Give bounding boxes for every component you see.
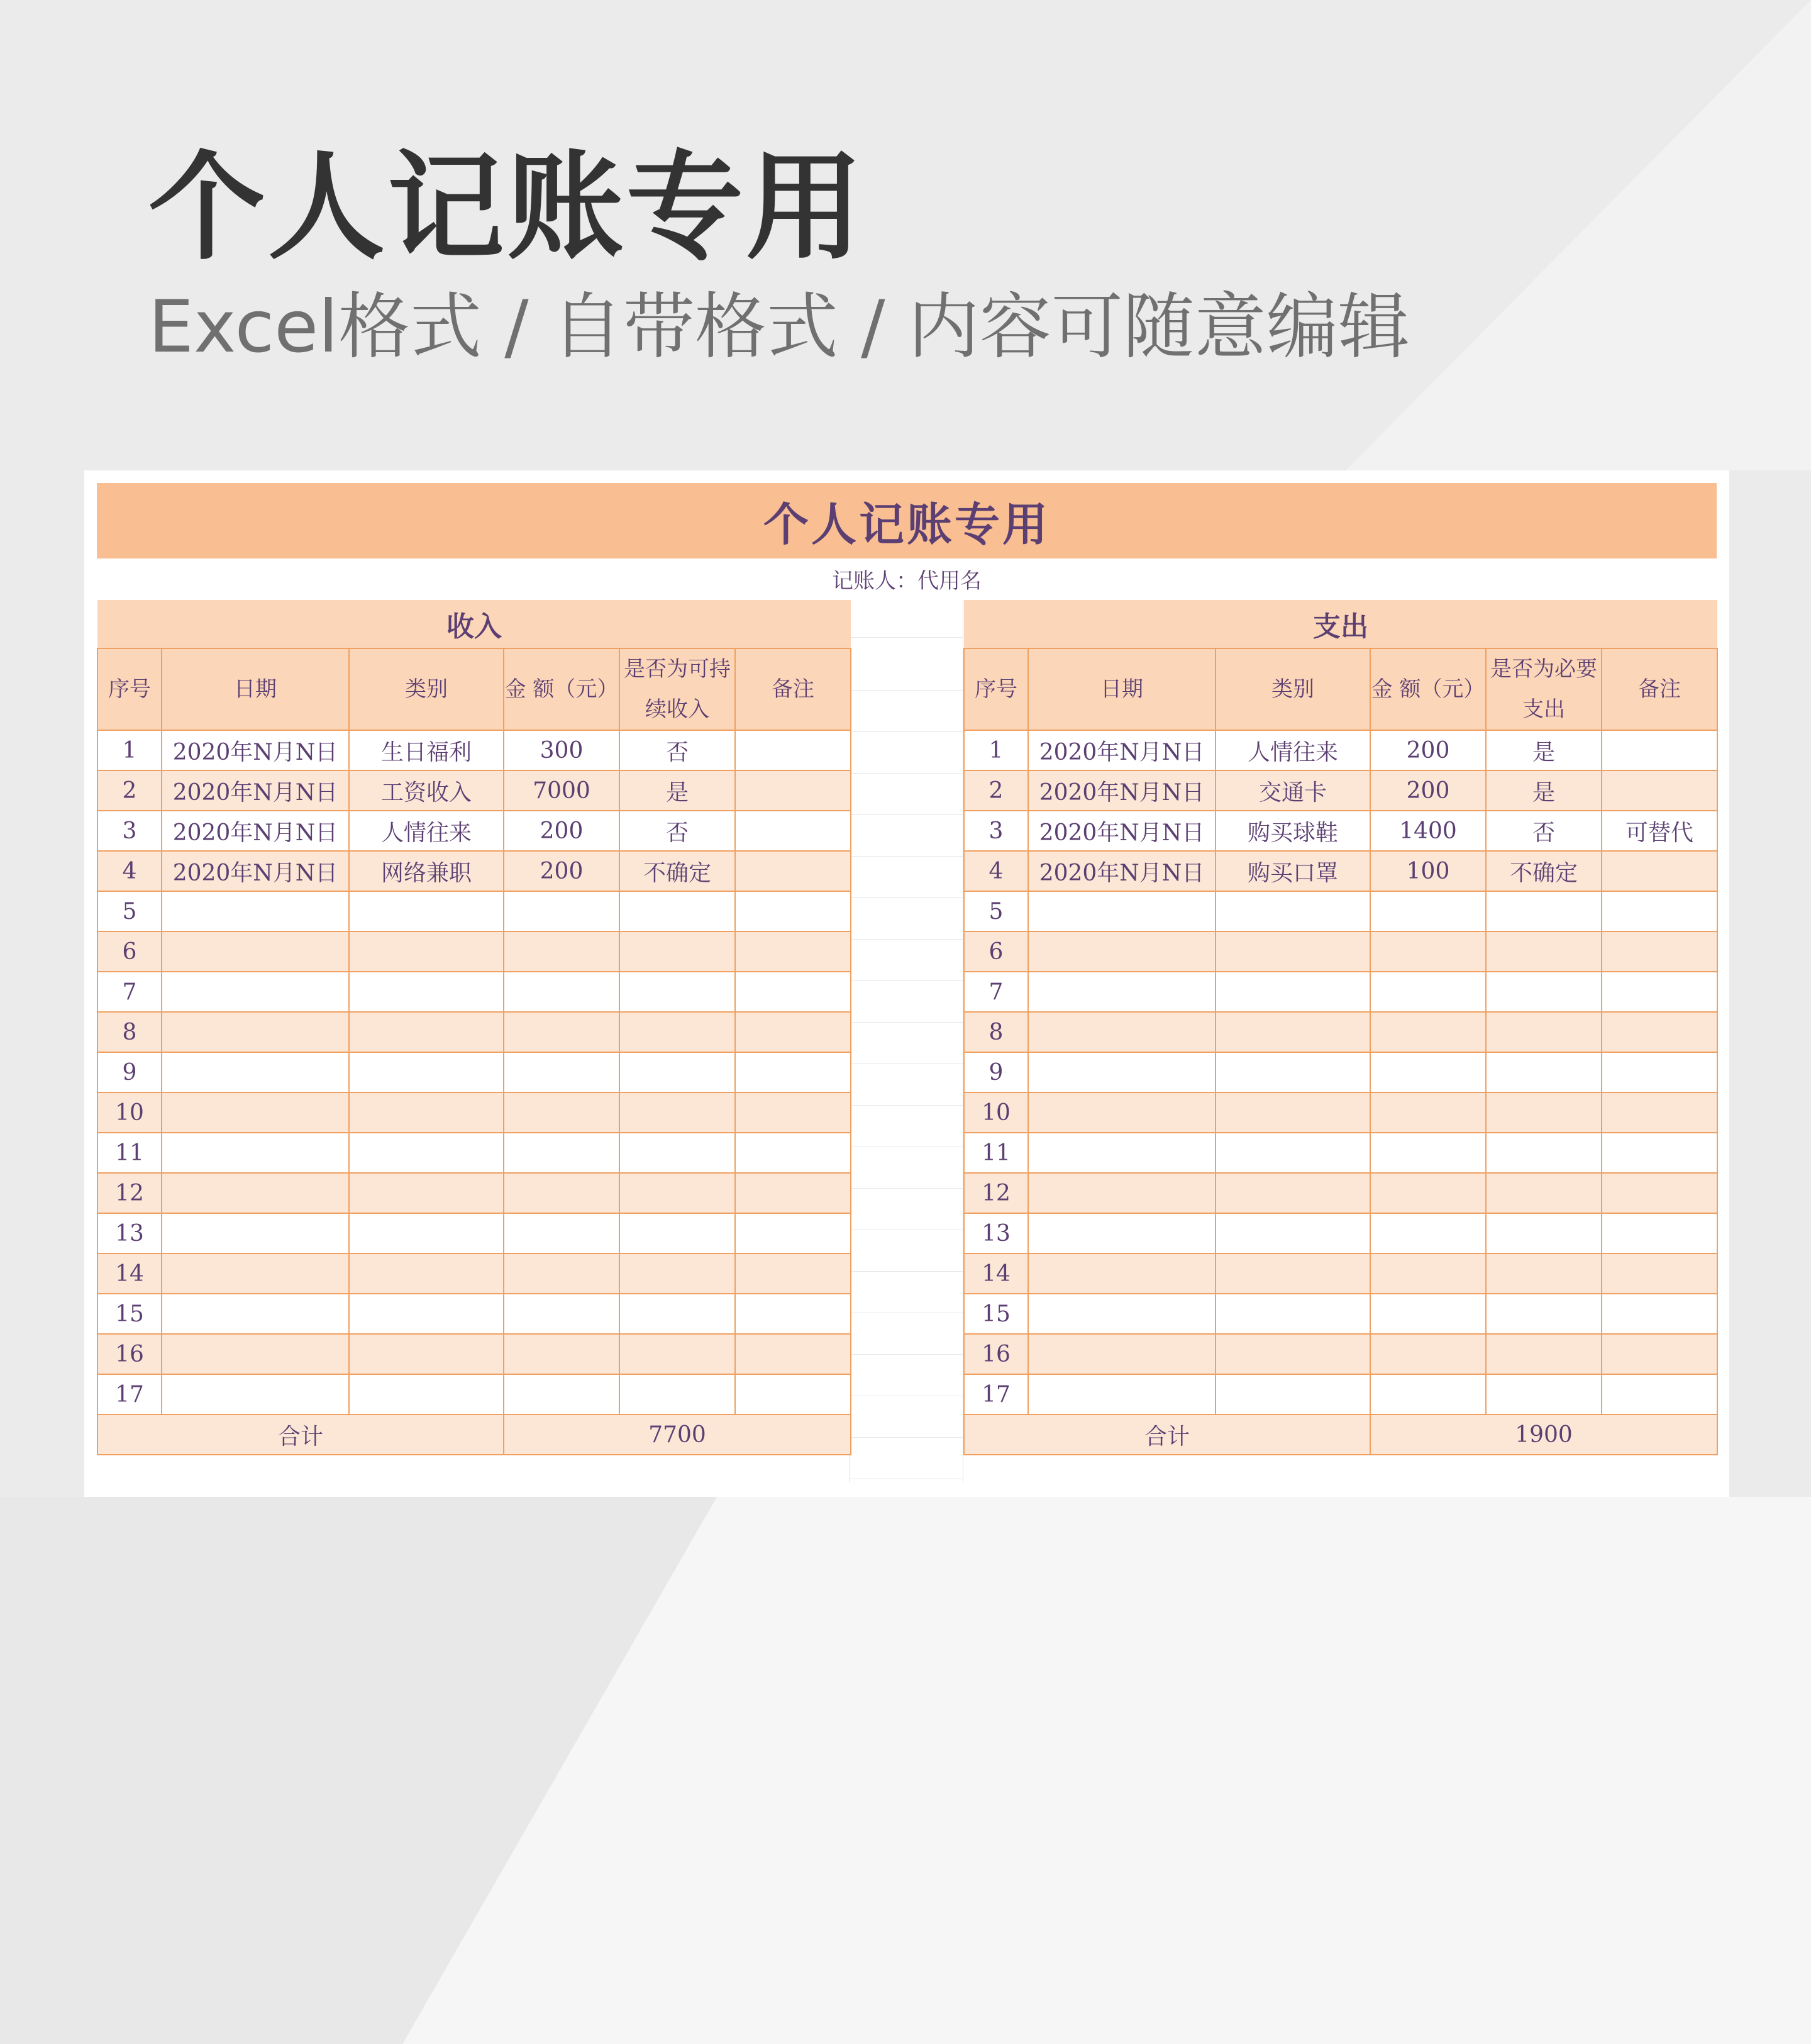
expense-cell-amount[interactable] bbox=[1370, 1294, 1486, 1334]
expense-col-amount: 金 额（元） bbox=[1370, 648, 1486, 730]
expense-cell-flag[interactable]: 是 bbox=[1486, 730, 1602, 770]
expense-cell-no[interactable]: 5 bbox=[964, 891, 1028, 931]
income-cell-date[interactable]: 2020年N月N日 bbox=[162, 770, 349, 811]
income-table-row bbox=[97, 1294, 851, 1334]
expense-total-label[interactable]: 合计 bbox=[964, 1414, 1370, 1455]
income-table-row bbox=[97, 972, 851, 1012]
income-cell-amount[interactable] bbox=[504, 1294, 619, 1334]
expense-table-row bbox=[964, 891, 1717, 931]
income-cell-note[interactable] bbox=[735, 851, 851, 891]
income-cell-note[interactable] bbox=[735, 1052, 851, 1092]
income-cell-amount[interactable]: 200 bbox=[504, 851, 619, 891]
expense-cell-amount[interactable]: 1400 bbox=[1370, 811, 1486, 851]
expense-cell-category[interactable] bbox=[1216, 1133, 1370, 1173]
income-cell-amount[interactable] bbox=[504, 931, 619, 972]
income-cell-category[interactable] bbox=[349, 1253, 504, 1294]
expense-cell-flag[interactable] bbox=[1486, 1092, 1602, 1133]
expense-col-necessary: 是否为必要支出 bbox=[1486, 648, 1602, 730]
income-total-row bbox=[97, 1414, 851, 1455]
income-cell-flag[interactable] bbox=[619, 1334, 735, 1374]
expense-cell-category[interactable]: 购买球鞋 bbox=[1216, 811, 1370, 851]
income-cell-flag[interactable] bbox=[619, 1092, 735, 1133]
income-cell-date[interactable] bbox=[162, 1173, 349, 1213]
income-cell-category[interactable] bbox=[349, 1052, 504, 1092]
income-cell-no[interactable]: 9 bbox=[97, 1052, 162, 1092]
expense-cell-note[interactable] bbox=[1602, 972, 1717, 1012]
income-cell-category[interactable]: 网络兼职 bbox=[349, 851, 504, 891]
expense-cell-date[interactable] bbox=[1028, 1334, 1216, 1374]
income-cell-note[interactable] bbox=[735, 1133, 851, 1173]
income-cell-amount[interactable] bbox=[504, 1012, 619, 1052]
income-cell-category[interactable] bbox=[349, 1012, 504, 1052]
income-cell-date[interactable] bbox=[162, 931, 349, 972]
expense-section-title: 支出 bbox=[964, 600, 1717, 648]
expense-cell-note[interactable] bbox=[1602, 1012, 1717, 1052]
income-cell-amount[interactable] bbox=[504, 1213, 619, 1253]
income-cell-note[interactable] bbox=[735, 770, 851, 811]
expense-cell-category[interactable] bbox=[1216, 972, 1370, 1012]
income-cell-amount[interactable] bbox=[504, 1374, 619, 1414]
expense-cell-flag[interactable] bbox=[1486, 1133, 1602, 1173]
expense-cell-note[interactable] bbox=[1602, 931, 1717, 972]
income-cell-no[interactable]: 3 bbox=[97, 811, 162, 851]
expense-cell-note[interactable] bbox=[1602, 851, 1717, 891]
income-cell-amount[interactable] bbox=[504, 1052, 619, 1092]
income-cell-no[interactable]: 11 bbox=[97, 1133, 162, 1173]
spacer-column bbox=[849, 600, 963, 1483]
expense-cell-category[interactable]: 购买口罩 bbox=[1216, 851, 1370, 891]
expense-cell-date[interactable]: 2020年N月N日 bbox=[1028, 770, 1216, 811]
income-cell-date[interactable] bbox=[162, 1374, 349, 1414]
bookkeeper-line: 记账人：代用名 bbox=[832, 568, 982, 594]
income-cell-note[interactable] bbox=[735, 1213, 851, 1253]
income-cell-note[interactable] bbox=[735, 730, 851, 770]
expense-cell-no[interactable]: 12 bbox=[964, 1173, 1028, 1213]
expense-cell-no[interactable]: 14 bbox=[964, 1253, 1028, 1294]
income-cell-amount[interactable]: 200 bbox=[504, 811, 619, 851]
expense-cell-category[interactable] bbox=[1216, 1173, 1370, 1213]
expense-cell-no[interactable]: 1 bbox=[964, 730, 1028, 770]
expense-cell-flag[interactable] bbox=[1486, 1374, 1602, 1414]
income-cell-no[interactable]: 1 bbox=[97, 730, 162, 770]
income-col-sustainable: 是否为可持续收入 bbox=[619, 648, 735, 730]
expense-cell-category[interactable] bbox=[1216, 1092, 1370, 1133]
income-table-row bbox=[97, 1253, 851, 1294]
expense-table-row bbox=[964, 1133, 1717, 1173]
expense-cell-amount[interactable] bbox=[1370, 1012, 1486, 1052]
expense-cell-amount[interactable] bbox=[1370, 1173, 1486, 1213]
income-cell-flag[interactable] bbox=[619, 972, 735, 1012]
income-cell-date[interactable] bbox=[162, 1294, 349, 1334]
income-cell-amount[interactable]: 300 bbox=[504, 730, 619, 770]
expense-cell-note[interactable] bbox=[1602, 1052, 1717, 1092]
expense-cell-note[interactable] bbox=[1602, 1334, 1717, 1374]
expense-cell-flag[interactable] bbox=[1486, 1173, 1602, 1213]
income-cell-no[interactable]: 2 bbox=[97, 770, 162, 811]
income-cell-no[interactable]: 12 bbox=[97, 1173, 162, 1213]
expense-cell-no[interactable]: 7 bbox=[964, 972, 1028, 1012]
income-cell-flag[interactable] bbox=[619, 891, 735, 931]
expense-cell-flag[interactable] bbox=[1486, 972, 1602, 1012]
income-cell-amount[interactable] bbox=[504, 1253, 619, 1294]
income-cell-note[interactable] bbox=[735, 1374, 851, 1414]
income-cell-category[interactable]: 生日福利 bbox=[349, 730, 504, 770]
expense-cell-date[interactable] bbox=[1028, 1092, 1216, 1133]
income-cell-date[interactable]: 2020年N月N日 bbox=[162, 811, 349, 851]
expense-cell-note[interactable] bbox=[1602, 770, 1717, 811]
expense-table-row bbox=[964, 1374, 1717, 1414]
income-cell-note[interactable] bbox=[735, 1253, 851, 1294]
expense-cell-note[interactable] bbox=[1602, 891, 1717, 931]
expense-cell-category[interactable] bbox=[1216, 931, 1370, 972]
expense-table-row bbox=[964, 811, 1717, 851]
income-cell-category[interactable] bbox=[349, 1173, 504, 1213]
income-cell-amount[interactable] bbox=[504, 1092, 619, 1133]
income-cell-flag[interactable] bbox=[619, 1012, 735, 1052]
expense-cell-flag[interactable] bbox=[1486, 1213, 1602, 1253]
expense-table-row bbox=[964, 730, 1717, 770]
hero-title: 个人记账专用 bbox=[148, 139, 866, 275]
expense-cell-date[interactable] bbox=[1028, 1253, 1216, 1294]
income-cell-date[interactable]: 2020年N月N日 bbox=[162, 730, 349, 770]
expense-cell-amount[interactable] bbox=[1370, 1133, 1486, 1173]
income-col-date: 日期 bbox=[162, 648, 349, 730]
expense-cell-amount[interactable] bbox=[1370, 1334, 1486, 1374]
income-cell-date[interactable] bbox=[162, 1253, 349, 1294]
expense-cell-flag[interactable] bbox=[1486, 891, 1602, 931]
expense-cell-amount[interactable] bbox=[1370, 1374, 1486, 1414]
expense-cell-date[interactable] bbox=[1028, 972, 1216, 1012]
expense-cell-amount[interactable]: 200 bbox=[1370, 730, 1486, 770]
expense-cell-date[interactable]: 2020年N月N日 bbox=[1028, 811, 1216, 851]
expense-col-no: 序号 bbox=[964, 648, 1028, 730]
expense-cell-amount[interactable]: 100 bbox=[1370, 851, 1486, 891]
income-cell-flag[interactable]: 否 bbox=[619, 730, 735, 770]
expense-table-row bbox=[964, 1213, 1717, 1253]
expense-cell-date[interactable] bbox=[1028, 1012, 1216, 1052]
income-cell-category[interactable]: 工资收入 bbox=[349, 770, 504, 811]
income-cell-flag[interactable]: 不确定 bbox=[619, 851, 735, 891]
expense-cell-category[interactable]: 人情往来 bbox=[1216, 730, 1370, 770]
expense-cell-no[interactable]: 11 bbox=[964, 1133, 1028, 1173]
income-cell-no[interactable]: 17 bbox=[97, 1374, 162, 1414]
income-cell-date[interactable] bbox=[162, 1052, 349, 1092]
expense-cell-amount[interactable]: 200 bbox=[1370, 770, 1486, 811]
income-cell-category[interactable]: 人情往来 bbox=[349, 811, 504, 851]
expense-cell-note[interactable]: 可替代 bbox=[1602, 811, 1717, 851]
expense-header-row bbox=[964, 648, 1717, 730]
income-table-row bbox=[97, 1213, 851, 1253]
expense-cell-no[interactable]: 2 bbox=[964, 770, 1028, 811]
expense-table-row bbox=[964, 770, 1717, 811]
expense-table-row bbox=[964, 1253, 1717, 1294]
income-table-row bbox=[97, 811, 851, 851]
expense-cell-note[interactable] bbox=[1602, 1294, 1717, 1334]
income-cell-note[interactable] bbox=[735, 891, 851, 931]
income-cell-category[interactable] bbox=[349, 1133, 504, 1173]
expense-cell-date[interactable] bbox=[1028, 1133, 1216, 1173]
expense-cell-date[interactable]: 2020年N月N日 bbox=[1028, 851, 1216, 891]
income-cell-category[interactable] bbox=[349, 1294, 504, 1334]
expense-cell-note[interactable] bbox=[1602, 1133, 1717, 1173]
income-cell-no[interactable]: 14 bbox=[97, 1253, 162, 1294]
expense-cell-no[interactable]: 17 bbox=[964, 1374, 1028, 1414]
income-cell-no[interactable]: 16 bbox=[97, 1334, 162, 1374]
income-table-row bbox=[97, 1052, 851, 1092]
income-cell-amount[interactable] bbox=[504, 1133, 619, 1173]
income-cell-date[interactable] bbox=[162, 972, 349, 1012]
income-cell-flag[interactable] bbox=[619, 931, 735, 972]
income-cell-amount[interactable] bbox=[504, 972, 619, 1012]
expense-cell-date[interactable]: 2020年N月N日 bbox=[1028, 730, 1216, 770]
expense-cell-flag[interactable]: 否 bbox=[1486, 811, 1602, 851]
income-cell-flag[interactable]: 是 bbox=[619, 770, 735, 811]
expense-cell-date[interactable] bbox=[1028, 1173, 1216, 1213]
income-cell-note[interactable] bbox=[735, 811, 851, 851]
income-cell-category[interactable] bbox=[349, 1374, 504, 1414]
income-cell-date[interactable] bbox=[162, 1213, 349, 1253]
expense-cell-no[interactable]: 8 bbox=[964, 1012, 1028, 1052]
income-cell-category[interactable] bbox=[349, 931, 504, 972]
income-cell-note[interactable] bbox=[735, 1173, 851, 1213]
income-cell-date[interactable]: 2020年N月N日 bbox=[162, 851, 349, 891]
expense-cell-amount[interactable] bbox=[1370, 931, 1486, 972]
expense-table-row bbox=[964, 931, 1717, 972]
expense-cell-no[interactable]: 15 bbox=[964, 1294, 1028, 1334]
expense-cell-flag[interactable]: 是 bbox=[1486, 770, 1602, 811]
income-cell-note[interactable] bbox=[735, 1294, 851, 1334]
income-table-row bbox=[97, 891, 851, 931]
income-table-row bbox=[97, 1092, 851, 1133]
expense-cell-flag[interactable]: 不确定 bbox=[1486, 851, 1602, 891]
income-cell-flag[interactable] bbox=[619, 1052, 735, 1092]
expense-cell-flag[interactable] bbox=[1486, 1294, 1602, 1334]
income-cell-no[interactable]: 13 bbox=[97, 1213, 162, 1253]
expense-table-row bbox=[964, 1052, 1717, 1092]
income-table-row bbox=[97, 730, 851, 770]
income-cell-no[interactable]: 4 bbox=[97, 851, 162, 891]
income-cell-flag[interactable] bbox=[619, 1294, 735, 1334]
expense-cell-date[interactable] bbox=[1028, 1294, 1216, 1334]
income-col-no: 序号 bbox=[97, 648, 162, 730]
income-cell-no[interactable]: 15 bbox=[97, 1294, 162, 1334]
income-cell-flag[interactable] bbox=[619, 1253, 735, 1294]
expense-cell-amount[interactable] bbox=[1370, 891, 1486, 931]
expense-cell-note[interactable] bbox=[1602, 1092, 1717, 1133]
expense-cell-amount[interactable] bbox=[1370, 972, 1486, 1012]
expense-cell-category[interactable] bbox=[1216, 1052, 1370, 1092]
expense-cell-category[interactable] bbox=[1216, 1294, 1370, 1334]
sheet-title: 个人记账专用 bbox=[763, 497, 1050, 551]
income-cell-amount[interactable] bbox=[504, 1334, 619, 1374]
expense-table-row bbox=[964, 1334, 1717, 1374]
expense-cell-note[interactable] bbox=[1602, 1173, 1717, 1213]
income-table bbox=[97, 600, 851, 1455]
income-cell-flag[interactable] bbox=[619, 1173, 735, 1213]
income-cell-note[interactable] bbox=[735, 1092, 851, 1133]
expense-cell-category[interactable] bbox=[1216, 1334, 1370, 1374]
income-cell-note[interactable] bbox=[735, 1334, 851, 1374]
income-cell-note[interactable] bbox=[735, 972, 851, 1012]
income-cell-amount[interactable] bbox=[504, 891, 619, 931]
expense-cell-flag[interactable] bbox=[1486, 1012, 1602, 1052]
income-cell-category[interactable] bbox=[349, 891, 504, 931]
expense-table-row bbox=[964, 972, 1717, 1012]
income-cell-no[interactable]: 8 bbox=[97, 1012, 162, 1052]
income-table-row bbox=[97, 1173, 851, 1213]
expense-table-row bbox=[964, 1092, 1717, 1133]
expense-cell-no[interactable]: 4 bbox=[964, 851, 1028, 891]
income-cell-no[interactable]: 6 bbox=[97, 931, 162, 972]
expense-total-value[interactable]: 1900 bbox=[1370, 1414, 1717, 1455]
income-cell-date[interactable] bbox=[162, 1133, 349, 1173]
income-total-label[interactable]: 合计 bbox=[97, 1414, 504, 1455]
income-cell-category[interactable] bbox=[349, 1092, 504, 1133]
income-cell-date[interactable] bbox=[162, 1012, 349, 1052]
income-cell-flag[interactable] bbox=[619, 1213, 735, 1253]
income-cell-amount[interactable]: 7000 bbox=[504, 770, 619, 811]
expense-cell-note[interactable] bbox=[1602, 1253, 1717, 1294]
sheet-title-band bbox=[97, 483, 1717, 558]
income-col-amount: 金 额（元） bbox=[504, 648, 619, 730]
expense-cell-no[interactable]: 3 bbox=[964, 811, 1028, 851]
expense-rows bbox=[964, 730, 1717, 1414]
income-section-title: 收入 bbox=[97, 600, 851, 648]
spreadsheet-preview bbox=[84, 470, 1729, 1497]
income-header-row bbox=[97, 648, 851, 730]
income-cell-date[interactable] bbox=[162, 891, 349, 931]
expense-cell-amount[interactable] bbox=[1370, 1213, 1486, 1253]
expense-table bbox=[963, 600, 1718, 1455]
income-cell-flag[interactable] bbox=[619, 1374, 735, 1414]
expense-cell-flag[interactable] bbox=[1486, 931, 1602, 972]
expense-cell-category[interactable] bbox=[1216, 1213, 1370, 1253]
expense-col-date: 日期 bbox=[1028, 648, 1216, 730]
expense-cell-note[interactable] bbox=[1602, 1213, 1717, 1253]
expense-col-note: 备注 bbox=[1602, 648, 1717, 730]
income-col-note: 备注 bbox=[735, 648, 851, 730]
income-cell-no[interactable]: 10 bbox=[97, 1092, 162, 1133]
income-cell-category[interactable] bbox=[349, 1213, 504, 1253]
expense-cell-category[interactable] bbox=[1216, 891, 1370, 931]
expense-cell-category[interactable] bbox=[1216, 1012, 1370, 1052]
expense-cell-category[interactable] bbox=[1216, 1253, 1370, 1294]
expense-table-row bbox=[964, 851, 1717, 891]
expense-cell-no[interactable]: 13 bbox=[964, 1213, 1028, 1253]
income-col-category: 类别 bbox=[349, 648, 504, 730]
expense-cell-no[interactable]: 16 bbox=[964, 1334, 1028, 1374]
expense-cell-category[interactable] bbox=[1216, 1374, 1370, 1414]
expense-cell-category[interactable]: 交通卡 bbox=[1216, 770, 1370, 811]
income-table-row bbox=[97, 1334, 851, 1374]
income-table-row bbox=[97, 931, 851, 972]
expense-cell-amount[interactable] bbox=[1370, 1253, 1486, 1294]
income-table-row bbox=[97, 1374, 851, 1414]
income-cell-date[interactable] bbox=[162, 1334, 349, 1374]
income-table-row bbox=[97, 1133, 851, 1173]
expense-cell-note[interactable] bbox=[1602, 1374, 1717, 1414]
expense-cell-no[interactable]: 9 bbox=[964, 1052, 1028, 1092]
expense-cell-date[interactable] bbox=[1028, 1213, 1216, 1253]
expense-table-row bbox=[964, 1294, 1717, 1334]
income-cell-flag[interactable] bbox=[619, 1133, 735, 1173]
expense-cell-date[interactable] bbox=[1028, 891, 1216, 931]
expense-cell-date[interactable] bbox=[1028, 1374, 1216, 1414]
income-table-row bbox=[97, 851, 851, 891]
expense-table-row bbox=[964, 1173, 1717, 1213]
expense-cell-no[interactable]: 10 bbox=[964, 1092, 1028, 1133]
expense-cell-date[interactable] bbox=[1028, 1052, 1216, 1092]
expense-table-row bbox=[964, 1012, 1717, 1052]
expense-total-row bbox=[964, 1414, 1717, 1455]
income-total-value[interactable]: 7700 bbox=[504, 1414, 851, 1455]
expense-col-category: 类别 bbox=[1216, 648, 1370, 730]
hero-subtitle: Excel格式 / 自带格式 / 内容可随意编辑 bbox=[148, 285, 1410, 369]
expense-cell-amount[interactable] bbox=[1370, 1052, 1486, 1092]
income-cell-no[interactable]: 5 bbox=[97, 891, 162, 931]
expense-cell-no[interactable]: 6 bbox=[964, 931, 1028, 972]
expense-cell-flag[interactable] bbox=[1486, 1334, 1602, 1374]
income-table-row bbox=[97, 770, 851, 811]
income-cell-note[interactable] bbox=[735, 931, 851, 972]
expense-cell-note[interactable] bbox=[1602, 730, 1717, 770]
income-cell-category[interactable] bbox=[349, 972, 504, 1012]
income-cell-note[interactable] bbox=[735, 1012, 851, 1052]
income-cell-date[interactable] bbox=[162, 1092, 349, 1133]
income-rows bbox=[97, 730, 851, 1414]
expense-cell-flag[interactable] bbox=[1486, 1052, 1602, 1092]
income-cell-no[interactable]: 7 bbox=[97, 972, 162, 1012]
income-cell-category[interactable] bbox=[349, 1334, 504, 1374]
income-cell-flag[interactable]: 否 bbox=[619, 811, 735, 851]
income-cell-amount[interactable] bbox=[504, 1173, 619, 1213]
income-table-row bbox=[97, 1012, 851, 1052]
expense-cell-flag[interactable] bbox=[1486, 1253, 1602, 1294]
expense-cell-amount[interactable] bbox=[1370, 1092, 1486, 1133]
expense-cell-date[interactable] bbox=[1028, 931, 1216, 972]
